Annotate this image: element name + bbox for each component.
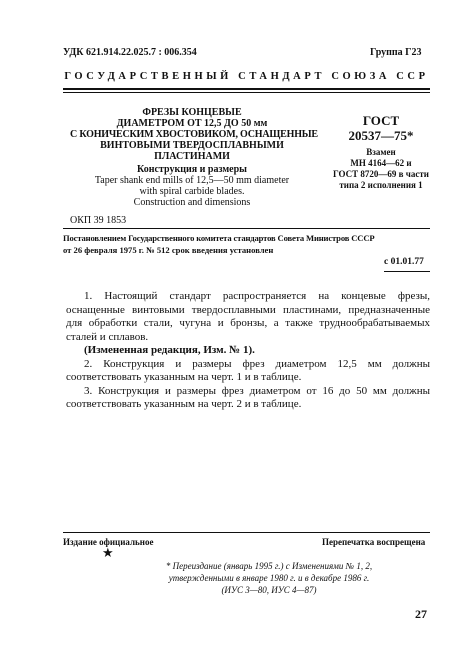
- header-rule-thick: [63, 88, 430, 90]
- replaces-line: ГОСТ 8720—69 в части: [333, 169, 429, 179]
- star-icon: ★: [102, 545, 114, 560]
- page-number: 27: [415, 607, 427, 621]
- official-edition: Издание официальное: [63, 537, 154, 547]
- replaces-line: типа 2 исполнения 1: [339, 180, 423, 190]
- clause-text: 2. Конструкция и размеры фрез диаметром 12,5 мм должны соответствовать указанным на черт. 1 и в таблице.: [66, 357, 430, 383]
- okp-code: ОКП 39 1853: [70, 215, 127, 226]
- org-title: ГОСУДАРСТВЕННЫЙ СТАНДАРТ СОЮЗА ССР: [64, 71, 429, 82]
- udc-code: УДК 621.914.22.025.7 : 006.354: [63, 47, 197, 58]
- title-line: С КОНИЧЕСКИМ ХВОСТОВИКОМ, ОСНАЩЕННЫЕ: [70, 129, 318, 140]
- note-line: (ИУС 3—80, ИУС 4—87): [221, 585, 317, 595]
- decree-line: от 26 февраля 1975 г. № 512 срок введения установлен: [63, 245, 274, 255]
- note-line: утвержденными в январе 1980 г. и в декабре 1986 г.: [168, 573, 370, 583]
- gost-number: 20537—75*: [348, 128, 414, 143]
- reprint-prohibited: Перепечатка воспрещена: [322, 537, 426, 547]
- footer-rule: [63, 532, 430, 533]
- subtitle-ru: Конструкция и размеры: [137, 164, 247, 175]
- title-line: ВИНТОВЫМИ ТВЕРДОСПЛАВНЫМИ: [100, 140, 284, 151]
- gost-label: ГОСТ: [362, 113, 400, 128]
- decree-line: Постановлением Государственного комитета стандартов Совета Министров СССР: [63, 233, 375, 243]
- clause-text: 3. Конструкция и размеры фрез диаметром от 16 до 50 мм должны соответствовать указанным на черт. 2 и в таблице.: [66, 384, 430, 410]
- clause-text: 1. Настоящий стандарт распространяется на концевые фрезы, оснащенные винтовыми твердосплавными пластинами, предназначенные для обработки стали, чугуна и бронзы, а также труднообрабатываемых сталей и сплавов.: [66, 290, 430, 343]
- clause-1: [66, 290, 430, 412]
- effective-date: с 01.01.77: [384, 257, 424, 267]
- date-underline: [384, 271, 430, 272]
- header-rule-thin: [63, 92, 430, 93]
- subtitle-en: Taper shank end mills of 12,5—50 mm diameter: [94, 175, 290, 186]
- standard-title: [70, 107, 318, 208]
- designation-block: [316, 107, 446, 191]
- title-line: ФРЕЗЫ КОНЦЕВЫЕ: [142, 107, 242, 118]
- title-line: ПЛАСТИНАМИ: [154, 151, 230, 162]
- decree-rule: [63, 228, 430, 229]
- reissue-note: [119, 560, 419, 596]
- change-note: (Измененная редакция, Изм. № 1).: [84, 344, 255, 356]
- note-line: * Переиздание (январь 1995 г.) с Изменениями № 1, 2,: [165, 561, 373, 571]
- group-code: Группа Г23: [370, 47, 422, 58]
- subtitle-en: with spiral carbide blades.: [139, 186, 245, 197]
- subtitle-en: Construction and dimensions: [133, 197, 251, 208]
- title-line: ДИАМЕТРОМ ОТ 12,5 ДО 50 мм: [116, 118, 268, 129]
- replaces-line: МН 4164—62 и: [350, 158, 412, 168]
- replaces-label: Взамен: [366, 147, 396, 157]
